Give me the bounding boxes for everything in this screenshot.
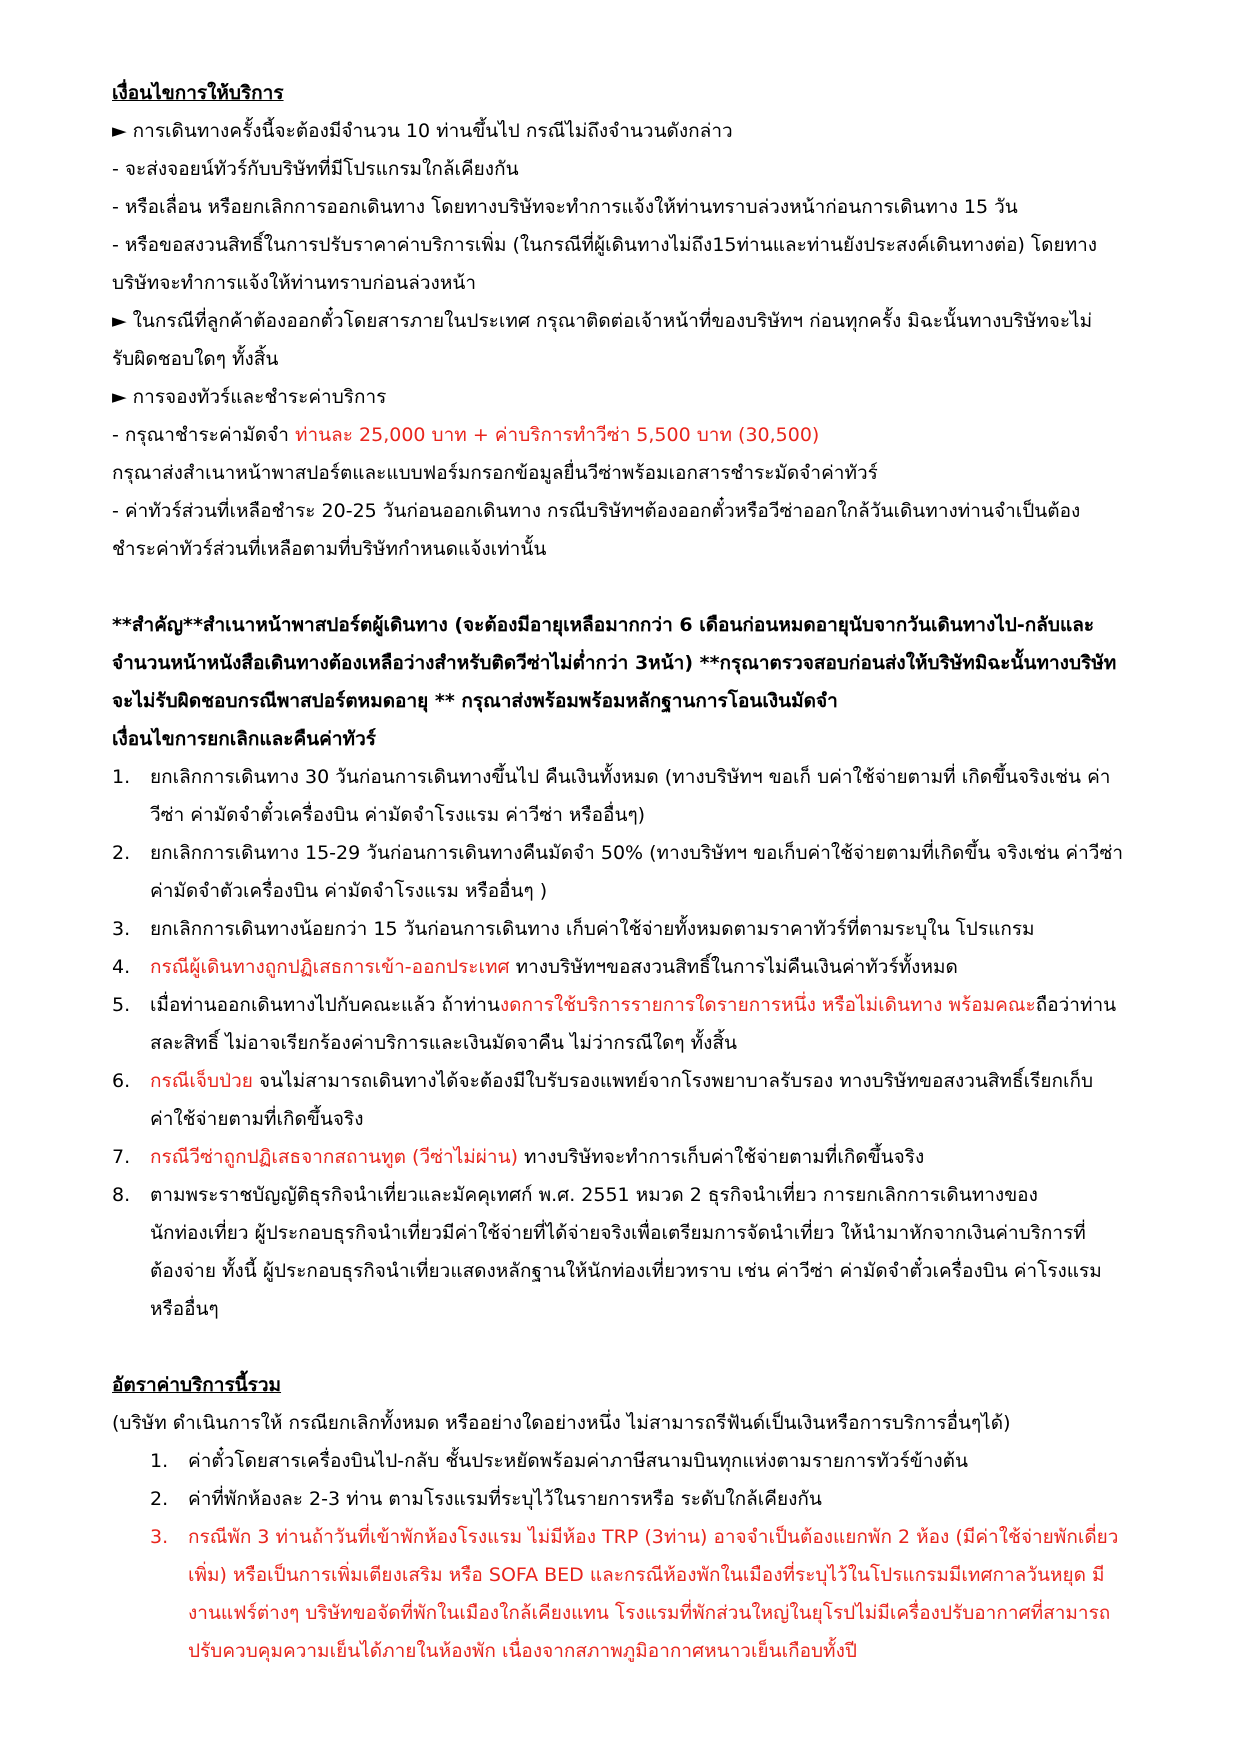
- item-highlight: กรณีผู้เดินทางถูกปฏิเสธการเข้า-ออกประเทศ: [150, 956, 510, 978]
- conditions-line: - หรือเลื่อน หรือยกเลิกการออกเดินทาง โดยทางบริษัทจะทำการแจ้งให้ท่านทราบล่วงหน้าก่อนการเดินทาง 15 วัน: [112, 196, 1018, 218]
- item-post: ถือว่าท่าน: [1035, 994, 1117, 1016]
- rates-heading: อัตราค่าบริการนี้รวม: [112, 1374, 282, 1396]
- conditions-line: ชำระค่าทัวร์ส่วนที่เหลือตามที่บริษัทกำหนดแจ้งเท่านั้น: [112, 538, 547, 560]
- item-highlight: กรณีเจ็บป่วย: [150, 1070, 253, 1092]
- item-text: ค่าใช้จ่ายตามที่เกิดขึ้นจริง: [150, 1108, 364, 1130]
- item-text: เพิ่ม) หรือเป็นการเพิ่มเตียงเสริม หรือ SOFA BED และกรณีห้องพักในเมืองที่ระบุไว้ในโปรแกรมมีเทศกาลวันหยุด มี: [188, 1564, 1105, 1586]
- item-text: นักท่องเที่ยว ผู้ประกอบธุรกิจนำเที่ยวมีค่าใช้จ่ายที่ได้จ่ายจริงเพื่อเตรียมการจัดนำเที่ยว ให้นำมาหักจากเงินค่าบริการที่: [150, 1222, 1086, 1244]
- conditions-heading: เงื่อนไขการให้บริการ: [112, 82, 284, 104]
- item-text: ค่าที่พักห้องละ 2-3 ท่าน ตามโรงแรมที่ระบุไว้ในรายการหรือ ระดับใกล้เคียงกัน: [188, 1488, 822, 1510]
- conditions-line: ► การเดินทางครั้งนี้จะต้องมีจำนวน 10 ท่านขึ้นไป กรณีไม่ถึงจำนวนดังกล่าว: [112, 120, 733, 142]
- item-highlight: กรณีวีซ่าถูกปฏิเสธจากสถานทูต (วีซ่าไม่ผ่าน): [150, 1146, 518, 1168]
- item-number: 8.: [112, 1184, 131, 1206]
- item-text: ตามพระราชบัญญัติธุรกิจนำเที่ยวและมัคคุเทศก์ พ.ศ. 2551 หมวด 2 ธุรกิจนำเที่ยว การยกเลิกการเดินทางของ: [150, 1184, 1038, 1206]
- important-line: จำนวนหน้าหนังสือเดินทางต้องเหลือว่างสำหรับติดวีซ่าไม่ต่ำกว่า 3หน้า) **กรุณาตรวจสอบก่อนส่งให้บริษัทมิฉะนั้นทางบริษัท: [112, 652, 1117, 674]
- item-rest: ทางบริษัทจะทำการเก็บค่าใช้จ่ายตามที่เกิดขึ้นจริง: [517, 1146, 925, 1168]
- rates-list: [112, 1442, 1149, 1670]
- deposit-prefix: - กรุณาชำระค่ามัดจำ: [112, 424, 295, 446]
- item-text: ปรับควบคุมความเย็นได้ภายในห้องพัก เนื่องจากสภาพภูมิอากาศหนาวเย็นเกือบทั้งปี: [188, 1640, 857, 1662]
- item-text: ยกเลิกการเดินทาง 15-29 วันก่อนการเดินทางคืนมัดจำ 50% (ทางบริษัทฯ ขอเก็บค่าใช้จ่ายตามที่เกิดขึ้น จริงเช่น ค่าวีซ่า: [150, 842, 1124, 864]
- item-text: กรณีพัก 3 ท่านถ้าวันที่เข้าพักห้องโรงแรม ไม่มีห้อง TRP (3ท่าน) อาจจำเป็นต้องแยกพัก 2 ห้อง (มีค่าใช้จ่ายพักเดี่ยว: [188, 1526, 1119, 1548]
- cancellation-item: [112, 986, 1149, 1062]
- item-rest: ทางบริษัทฯขอสงวนสิทธิ์ในการไม่คืนเงินค่าทัวร์ทั้งหมด: [509, 956, 958, 978]
- item-number: 2.: [150, 1488, 169, 1510]
- item-rest: จนไม่สามารถเดินทางได้จะต้องมีใบรับรองแพทย์จากโรงพยาบาลรับรอง ทางบริษัทขอสงวนสิทธิ์เรียกเก็บ: [252, 1070, 1094, 1092]
- item-number: 2.: [112, 842, 131, 864]
- item-text: ค่ามัดจำตัวเครื่องบิน ค่ามัดจำโรงแรม หรืออื่นๆ ): [150, 880, 548, 902]
- conditions-line: บริษัทจะทำการแจ้งให้ท่านทราบก่อนล่วงหน้า: [112, 272, 476, 294]
- item-number: 4.: [112, 956, 131, 978]
- item-number: 3.: [112, 918, 131, 940]
- cancellation-item: [112, 758, 1149, 834]
- conditions-line: - จะส่งจอยน์ทัวร์กับบริษัทที่มีโปรแกรมใกล้เคียงกัน: [112, 158, 519, 180]
- rates-note: (บริษัท ดำเนินการให้ กรณียกเลิกทั้งหมด หรืออย่างใดอย่างหนึ่ง ไม่สามารถรีฟันด์เป็นเงินหรือการบริการอื่นๆได้): [112, 1412, 1011, 1434]
- item-text: วีซ่า ค่ามัดจำตั๋วเครื่องบิน ค่ามัดจำโรงแรม ค่าวีซ่า หรืออื่นๆ): [150, 804, 646, 826]
- item-highlight: งดการใช้บริการรายการใดรายการหนึ่ง หรือไม่เดินทาง พร้อมคณะ: [499, 994, 1036, 1016]
- cancellation-item: [112, 834, 1149, 910]
- rates-item: [150, 1480, 1149, 1518]
- item-text: [150, 948, 1149, 986]
- conditions-line: ► ในกรณีที่ลูกค้าต้องออกตั๋วโดยสารภายในประเทศ กรุณาติดต่อเจ้าหน้าที่ของบริษัทฯ ก่อนทุกครั้ง มิฉะนั้นทางบริษัทจะไม่: [112, 310, 1093, 332]
- item-pre: เมื่อท่านออกเดินทางไปกับคณะแล้ว ถ้าท่าน: [150, 994, 500, 1016]
- item-text: [150, 1062, 1149, 1100]
- conditions-line: ► การจองทัวร์และชำระค่าบริการ: [112, 386, 387, 408]
- item-number: 1.: [150, 1450, 169, 1472]
- deposit-line: [112, 416, 1149, 454]
- cancellation-item: [112, 910, 1149, 948]
- item-text: ค่าตั๋วโดยสารเครื่องบินไป-กลับ ชั้นประหยัดพร้อมค่าภาษีสนามบินทุกแห่งตามรายการทัวร์ข้างต้น: [188, 1450, 968, 1472]
- cancellation-item: [112, 948, 1149, 986]
- conditions-line: กรุณาส่งสำเนาหน้าพาสปอร์ตและแบบฟอร์มกรอกข้อมูลยื่นวีซ่าพร้อมเอกสารชำระมัดจำค่าทัวร์: [112, 462, 878, 484]
- item-number: 5.: [112, 994, 131, 1016]
- rates-item: [150, 1518, 1149, 1670]
- item-text: [150, 986, 1149, 1024]
- cancellation-item: [112, 1138, 1149, 1176]
- item-number: 7.: [112, 1146, 131, 1168]
- item-number: 3.: [150, 1526, 169, 1548]
- item-text: [150, 1138, 1149, 1176]
- item-number: 6.: [112, 1070, 131, 1092]
- item-text: งานแฟร์ต่างๆ บริษัทขอจัดที่พักในเมืองใกล้เคียงแทน โรงแรมที่พักส่วนใหญ่ในยุโรปไม่มีเครื่องปรับอากาศที่สามารถ: [188, 1602, 1111, 1624]
- spacer: [112, 1328, 1149, 1366]
- spacer: [112, 568, 1149, 606]
- important-line: **สำคัญ**สำเนาหน้าพาสปอร์ตผู้เดินทาง (จะต้องมีอายุเหลือมากกว่า 6 เดือนก่อนหมดอายุนับจากวันเดินทางไป-กลับและ: [112, 614, 1095, 636]
- cancellation-item: [112, 1062, 1149, 1138]
- item-text: หรืออื่นๆ: [150, 1298, 219, 1320]
- cancellation-heading: เงื่อนไขการยกเลิกและคืนค่าทัวร์: [112, 728, 376, 750]
- cancellation-item: [112, 1176, 1149, 1328]
- deposit-amount: ท่านละ 25,000 บาท + ค่าบริการทำวีซ่า 5,500 บาท (30,500): [294, 424, 820, 446]
- conditions-line: รับผิดชอบใดๆ ทั้งสิ้น: [112, 348, 279, 370]
- rates-item: [150, 1442, 1149, 1480]
- item-text: ต้องจ่าย ทั้งนี้ ผู้ประกอบธุรกิจนำเที่ยวแสดงหลักฐานให้นักท่องเที่ยวทราบ เช่น ค่าวีซ่า ค่ามัดจำตั๋วเครื่องบิน ค่าโรงแรม: [150, 1260, 1102, 1282]
- important-line: จะไม่รับผิดชอบกรณีพาสปอร์ตหมดอายุ ** กรุณาส่งพร้อมพร้อมหลักฐานการโอนเงินมัดจำ: [112, 690, 838, 712]
- item-text: สละสิทธิ์ ไม่อาจเรียกร้องค่าบริการและเงินมัดจาคืน ไม่ว่ากรณีใดๆ ทั้งสิ้น: [150, 1032, 738, 1054]
- item-text: ยกเลิกการเดินทาง 30 วันก่อนการเดินทางขึ้นไป คืนเงินทั้งหมด (ทางบริษัทฯ ขอเก็ บค่าใช้จ่ายตามที่ เกิดขึ้นจริงเช่น ค่า: [150, 766, 1111, 788]
- item-number: 1.: [112, 766, 131, 788]
- conditions-line: - ค่าทัวร์ส่วนที่เหลือชำระ 20-25 วันก่อนออกเดินทาง กรณีบริษัทฯต้องออกตั๋วหรือวีซ่าออกใกล้วันเดินทางท่านจำเป็นต้อง: [112, 500, 1081, 522]
- item-text: ยกเลิกการเดินทางน้อยกว่า 15 วันก่อนการเดินทาง เก็บค่าใช้จ่ายทั้งหมดตามราคาทัวร์ที่ตามระบุใน โปรแกรม: [150, 918, 1035, 940]
- conditions-line: - หรือขอสงวนสิทธิ์ในการปรับราคาค่าบริการเพิ่ม (ในกรณีที่ผู้เดินทางไม่ถึง15ท่านและท่านยังประสงค์เดินทางต่อ) โดยทาง: [112, 234, 1098, 256]
